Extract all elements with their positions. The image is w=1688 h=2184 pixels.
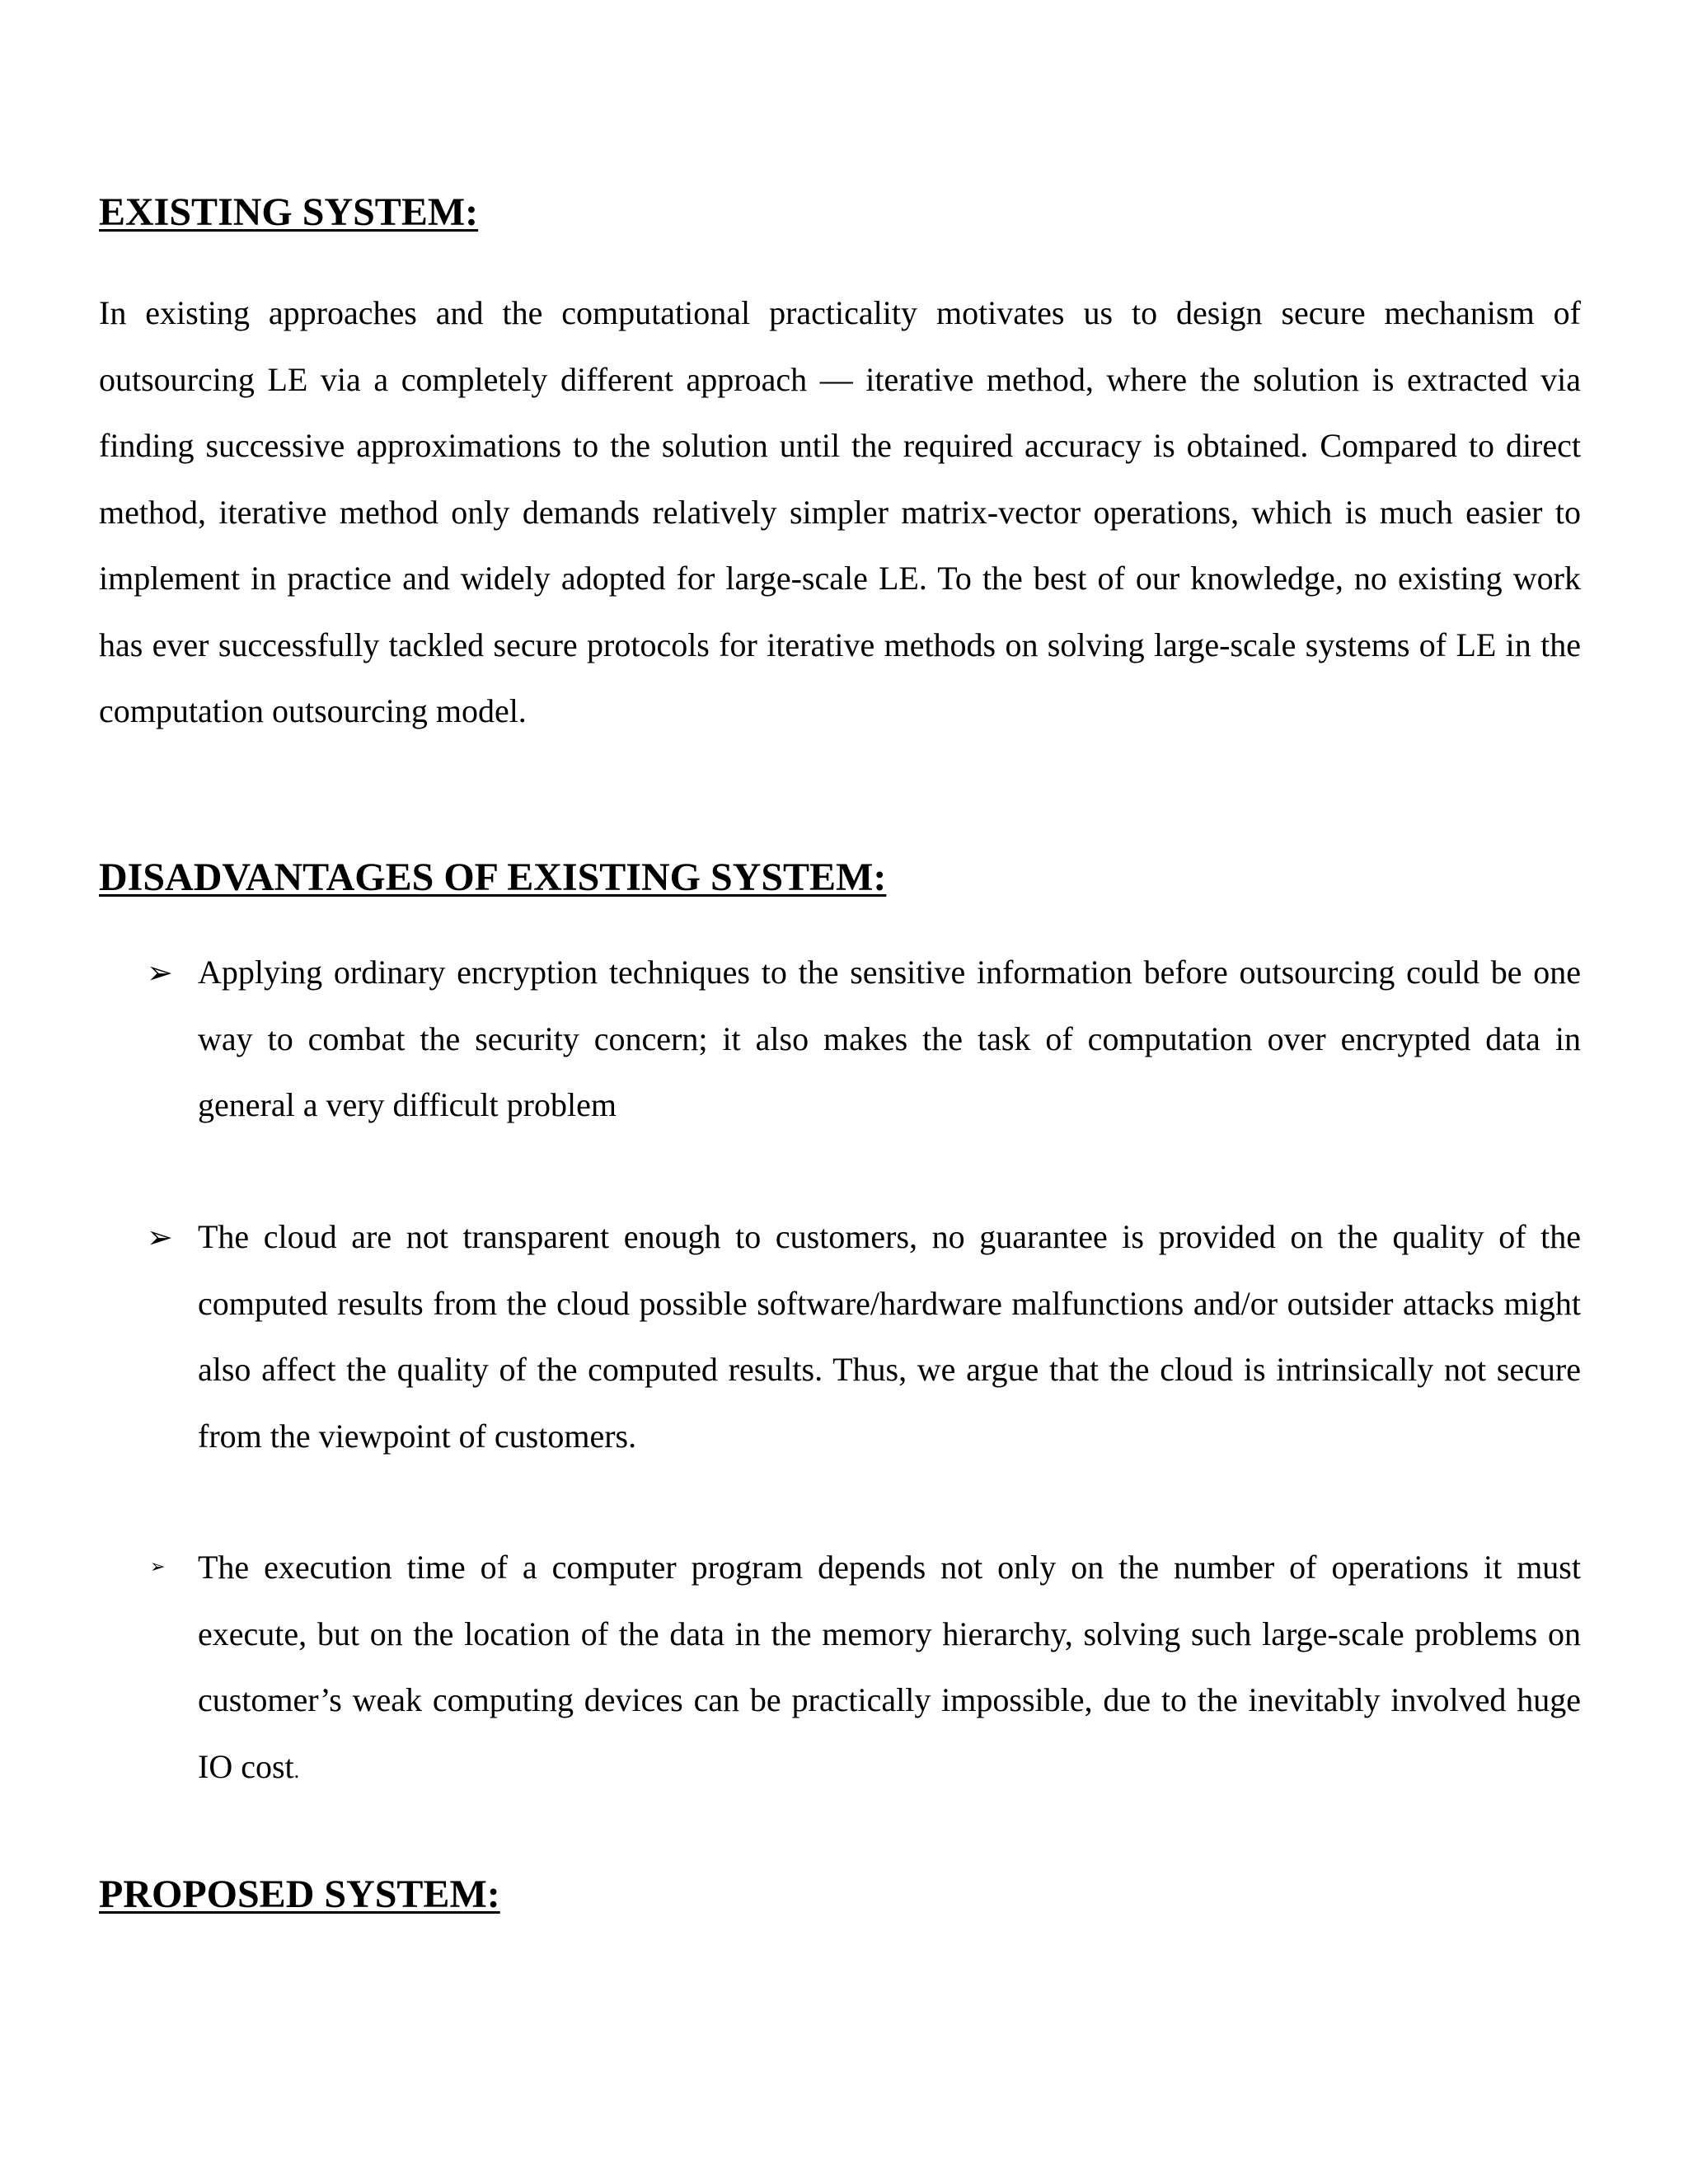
disadvantages-heading: DISADVANTAGES OF EXISTING SYSTEM:: [99, 855, 887, 899]
disadvantage-text-2: The cloud are not transparent enough to customers, no guarantee is provided on the quality of the computed results from the cloud possible software/hardware malfunctions and/or outsider attacks might also affect the quality of the computed results. Thus, we argue that the cloud is intrinsically not secure from the viewpoint of customers.: [198, 1218, 1581, 1455]
arrow-bullet-icon: ➢: [147, 954, 173, 991]
existing-system-heading: EXISTING SYSTEM:: [99, 190, 479, 234]
existing-system-paragraph: In existing approaches and the computational practicality motivates us to design secure mechanism of outsourcing LE via a completely different approach — iterative method, where the solution is extracted via finding successive approximations to the solution until the required accuracy is obtained. Compared to direct method, iterative method only demands relatively simpler matrix-vector operations, which is much easier to implement in practice and widely adopted for large-scale LE. To the best of our knowledge, no existing work has ever successfully tackled secure protocols for iterative methods on solving large-scale systems of LE in the computation outsourcing model.: [99, 294, 1581, 729]
disadvantage-text-1: Applying ordinary encryption techniques to the sensitive information before outsourcing could be one way to combat the security concern; it also makes the task of computation over encrypted data in general a very difficult problem: [198, 954, 1581, 1123]
arrow-bullet-icon: ➢: [150, 1557, 166, 1577]
disadvantage-text-3-body: The execution time of a computer program depends not only on the number of operations it must execute, but on the location of the data in the memory hierarchy, solving such large-scale problems on customer’s weak computing devices can be practically impossible, due to the inevitably involved huge IO cost: [198, 1549, 1581, 1785]
proposed-system-heading: PROPOSED SYSTEM:: [99, 1872, 500, 1916]
arrow-bullet-icon: ➢: [147, 1219, 173, 1255]
disadvantage-text-3: [198, 1535, 1581, 1804]
disadvantage-text-3-period: .: [293, 1758, 300, 1783]
